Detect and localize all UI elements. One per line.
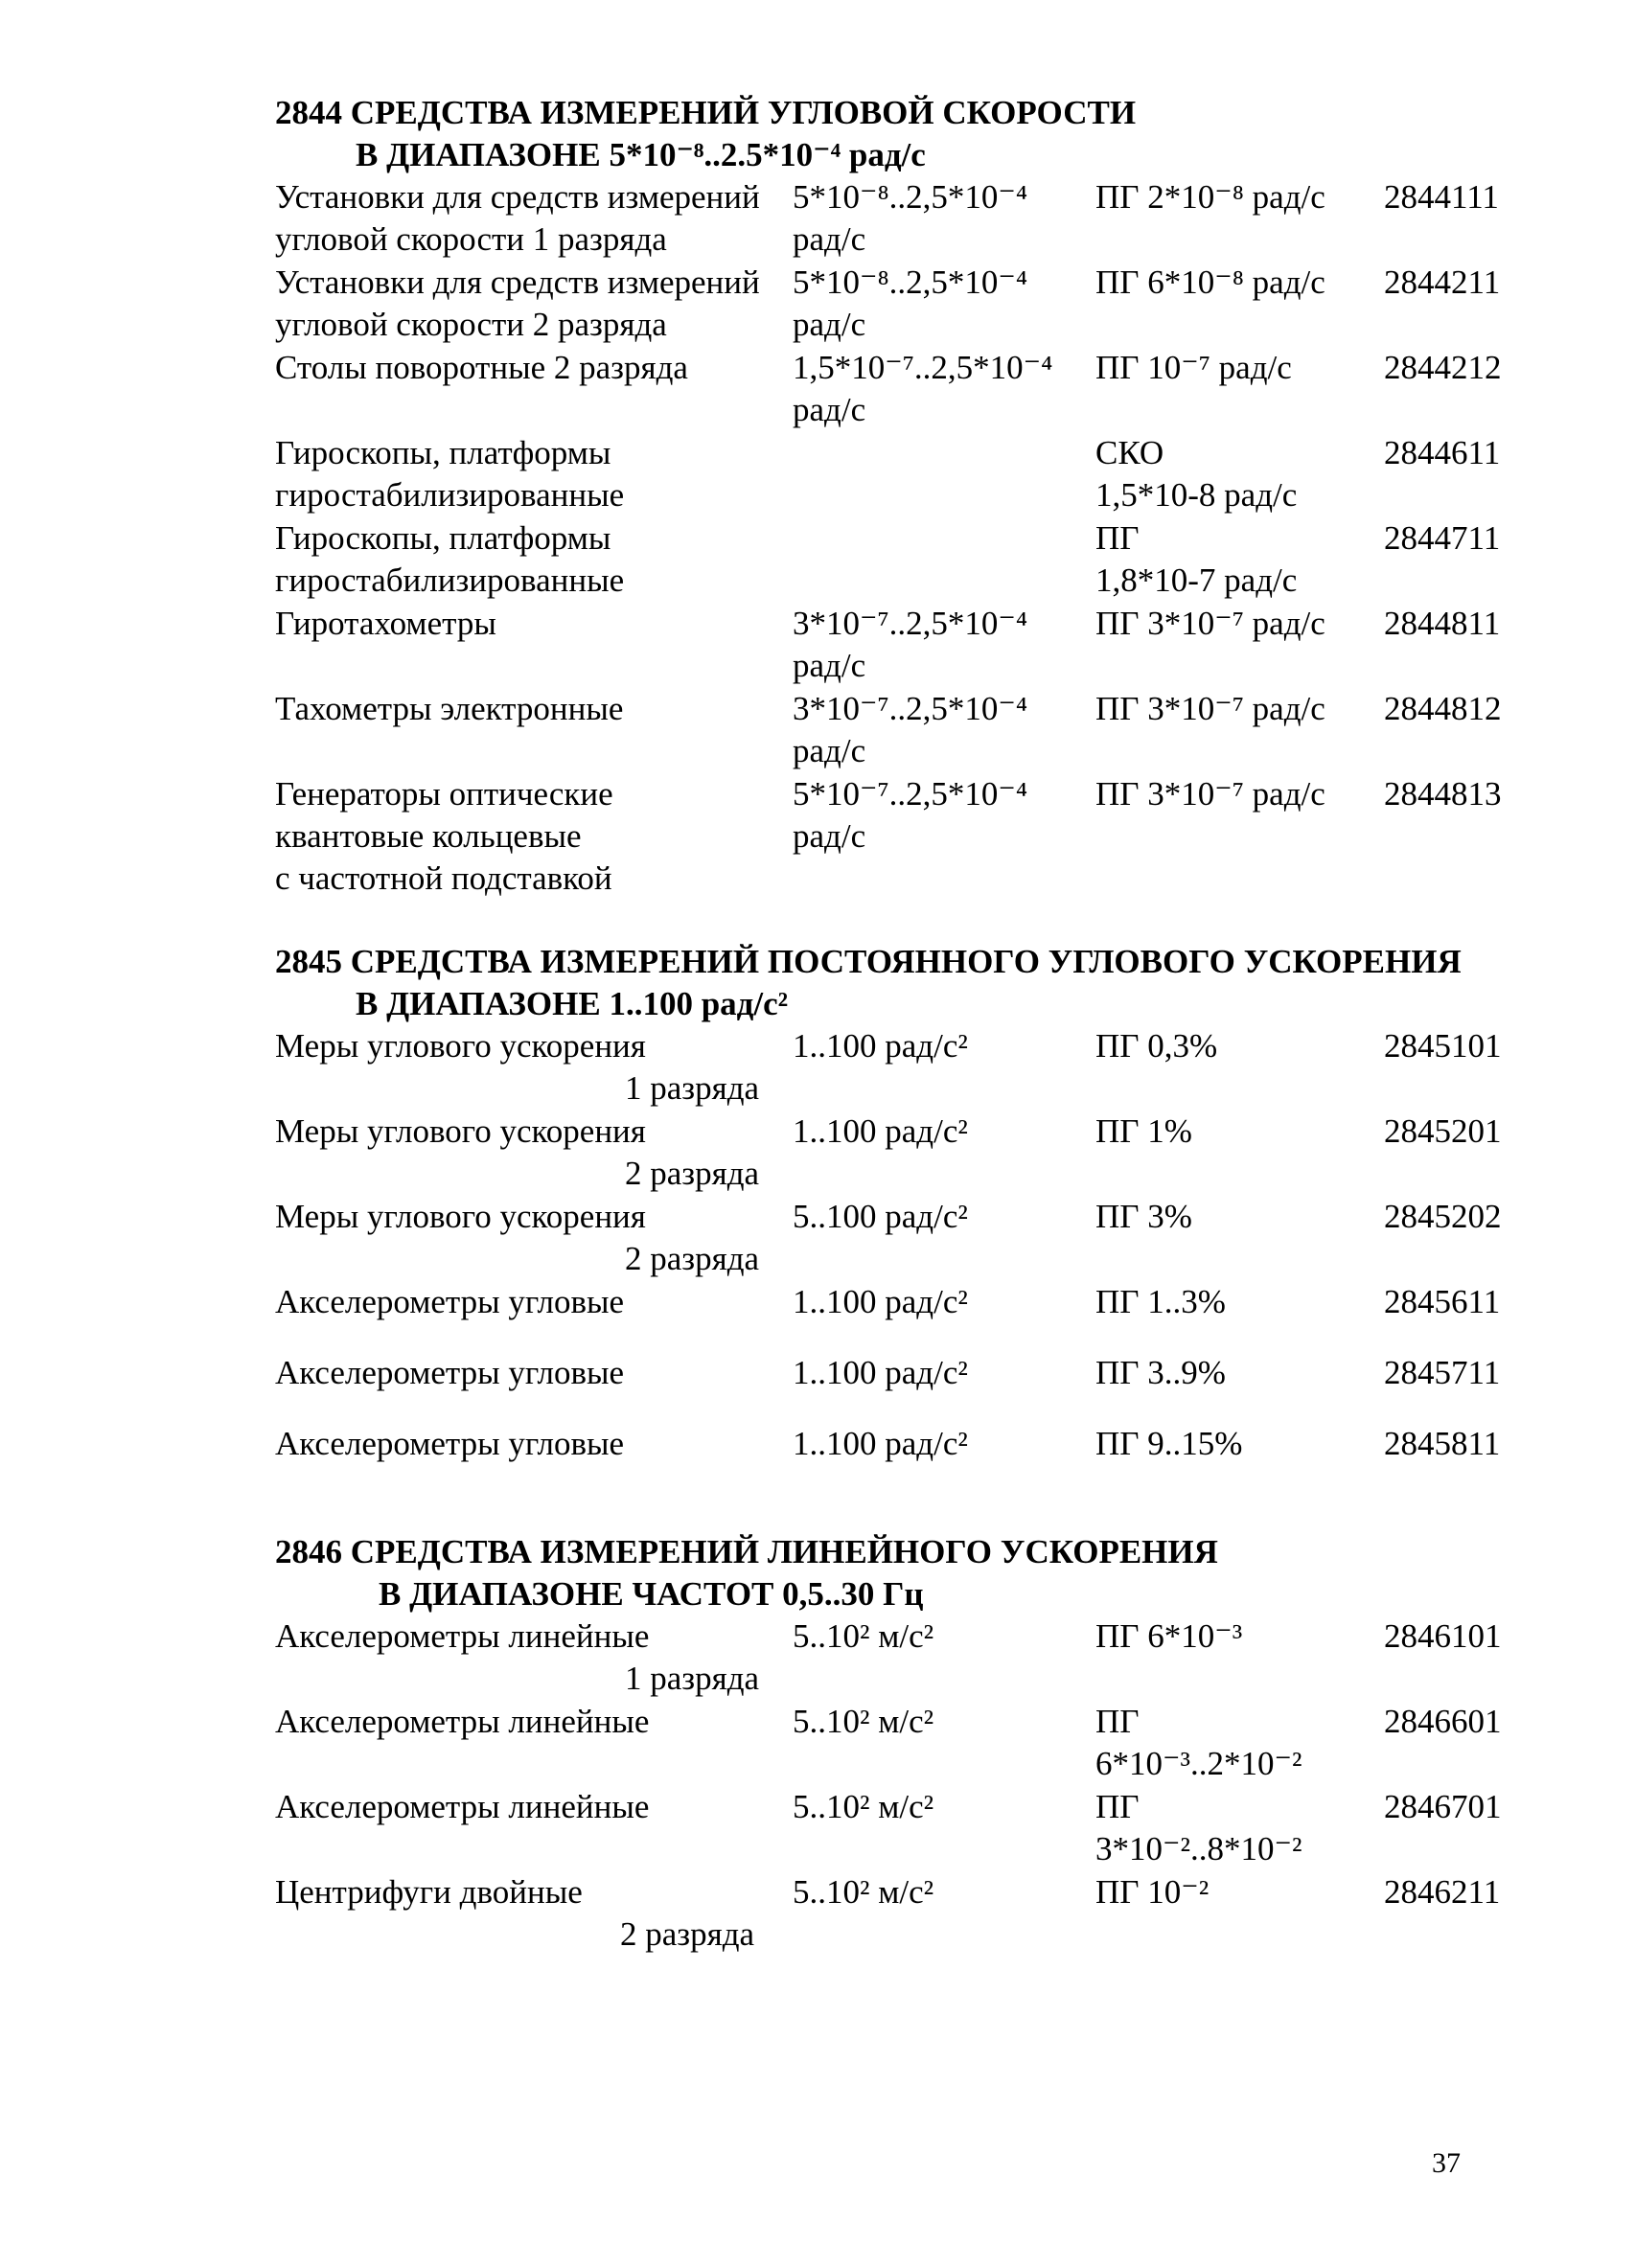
item-name-3: с частотной подставкой (275, 859, 612, 897)
item-name-2: 2 разряда (625, 1155, 760, 1192)
heading-line-2: В ДИАПАЗОНЕ 5*10⁻⁸..2.5*10⁻⁴ рад/с (356, 136, 926, 173)
item-name: Акселерометры линейные (275, 1703, 650, 1740)
item-code: 2846701 (1384, 1788, 1502, 1825)
item-code: 2845201 (1384, 1112, 1502, 1150)
item-code: 2844211 (1384, 263, 1501, 301)
item-code: 2846101 (1384, 1617, 1502, 1655)
item-code: 2844711 (1384, 519, 1501, 557)
item-accuracy: СКО (1095, 434, 1164, 471)
item-name: Акселерометры линейные (275, 1788, 650, 1825)
table-row (275, 1701, 1540, 1786)
item-accuracy-2: 6*10⁻³..2*10⁻² (1095, 1745, 1302, 1782)
table-row (275, 176, 1540, 262)
table-row (275, 347, 1540, 432)
item-name: Гироскопы, платформы (275, 519, 611, 557)
item-name: Установки для средств измерений (275, 178, 760, 216)
item-name: Гиротахометры (275, 605, 496, 642)
table-row (275, 1423, 1540, 1494)
heading-line-2: В ДИАПАЗОНЕ ЧАСТОТ 0,5..30 Гц (379, 1575, 924, 1613)
item-range-2: рад/с (793, 732, 866, 769)
table-row (275, 603, 1540, 688)
item-range: 5..10² м/с² (793, 1703, 934, 1740)
table-row (275, 1281, 1540, 1352)
item-range: 1..100 рад/с² (793, 1425, 968, 1462)
table-row (275, 517, 1540, 603)
item-accuracy: ПГ 6*10⁻⁸ рад/с (1095, 263, 1325, 301)
item-range: 5..100 рад/с² (793, 1198, 968, 1235)
item-code: 2844212 (1384, 349, 1502, 386)
item-name-2: угловой скорости 1 разряда (275, 220, 667, 258)
item-range: 5*10⁻⁸..2,5*10⁻⁴ (793, 263, 1028, 301)
item-code: 2844812 (1384, 690, 1502, 727)
item-accuracy: ПГ 10⁻² (1095, 1873, 1210, 1911)
item-accuracy: ПГ (1095, 519, 1140, 557)
item-name-2: квантовые кольцевые (275, 817, 582, 855)
item-name: Столы поворотные 2 разряда (275, 349, 688, 386)
item-name: Акселерометры линейные (275, 1617, 650, 1655)
table-row (275, 688, 1540, 773)
section-heading (275, 92, 1540, 176)
item-code: 2846211 (1384, 1873, 1501, 1911)
item-name: Акселерометры угловые (275, 1425, 625, 1462)
table-row (275, 262, 1540, 347)
heading-line-1: 2846 СРЕДСТВА ИЗМЕРЕНИЙ ЛИНЕЙНОГО УСКОРЕНИЯ (275, 1533, 1218, 1570)
item-name: Тахометры электронные (275, 690, 624, 727)
item-accuracy: ПГ 3*10⁻⁷ рад/с (1095, 690, 1325, 727)
item-name: Установки для средств измерений (275, 263, 760, 301)
item-range-2: рад/с (793, 647, 866, 684)
item-name: Центрифуги двойные (275, 1873, 583, 1911)
item-name-2: 1 разряда (625, 1069, 760, 1107)
item-accuracy: ПГ (1095, 1788, 1140, 1825)
item-name-2: 2 разряда (620, 1915, 755, 1953)
section-heading (275, 941, 1540, 1025)
table-row (275, 1196, 1540, 1281)
page-number: 37 (1432, 2147, 1461, 2179)
item-range: 1..100 рад/с² (793, 1027, 968, 1065)
table-row (275, 1786, 1540, 1871)
item-accuracy: ПГ 2*10⁻⁸ рад/с (1095, 178, 1325, 216)
item-accuracy: ПГ 3% (1095, 1198, 1192, 1235)
section-heading (275, 1531, 1540, 1615)
item-name: Акселерометры угловые (275, 1283, 625, 1320)
table-row (275, 432, 1540, 517)
item-accuracy: ПГ 0,3% (1095, 1027, 1218, 1065)
section-2844 (275, 92, 1540, 900)
item-code: 2844111 (1384, 178, 1499, 216)
item-range: 5..10² м/с² (793, 1788, 934, 1825)
item-range: 1..100 рад/с² (793, 1354, 968, 1391)
item-name: Генераторы оптические (275, 775, 613, 813)
item-code: 2844813 (1384, 775, 1502, 813)
table-row (275, 1871, 1540, 1957)
heading-line-2: В ДИАПАЗОНЕ 1..100 рад/с² (356, 985, 789, 1022)
table-row (275, 1111, 1540, 1196)
item-accuracy: ПГ 3..9% (1095, 1354, 1226, 1391)
item-accuracy: ПГ 6*10⁻³ (1095, 1617, 1243, 1655)
item-accuracy-2: 3*10⁻²..8*10⁻² (1095, 1830, 1302, 1867)
item-range: 1,5*10⁻⁷..2,5*10⁻⁴ (793, 349, 1053, 386)
item-accuracy-2: 1,5*10-8 рад/с (1095, 476, 1298, 514)
item-range: 5..10² м/с² (793, 1617, 934, 1655)
item-code: 2845811 (1384, 1425, 1501, 1462)
item-range-2: рад/с (793, 306, 866, 343)
item-accuracy: ПГ 1% (1095, 1112, 1192, 1150)
item-name-2: гиростабилизированные (275, 561, 625, 599)
item-accuracy: ПГ 10⁻⁷ рад/с (1095, 349, 1292, 386)
item-accuracy: ПГ 9..15% (1095, 1425, 1243, 1462)
item-name-2: гиростабилизированные (275, 476, 625, 514)
item-range: 5*10⁻⁷..2,5*10⁻⁴ (793, 775, 1028, 813)
item-accuracy: ПГ 1..3% (1095, 1283, 1226, 1320)
item-range: 5*10⁻⁸..2,5*10⁻⁴ (793, 178, 1028, 216)
item-accuracy: ПГ 3*10⁻⁷ рад/с (1095, 775, 1325, 813)
item-range: 3*10⁻⁷..2,5*10⁻⁴ (793, 605, 1028, 642)
item-code: 2844611 (1384, 434, 1501, 471)
item-range: 1..100 рад/с² (793, 1112, 968, 1150)
item-name-2: 2 разряда (625, 1240, 760, 1277)
item-code: 2845711 (1384, 1354, 1501, 1391)
item-range-2: рад/с (793, 817, 866, 855)
section-2846 (275, 1531, 1540, 1957)
item-code: 2845101 (1384, 1027, 1502, 1065)
item-code: 2845202 (1384, 1198, 1502, 1235)
item-code: 2846601 (1384, 1703, 1502, 1740)
item-name: Гироскопы, платформы (275, 434, 611, 471)
item-code: 2844811 (1384, 605, 1501, 642)
item-range-2: рад/с (793, 220, 866, 258)
item-range-2: рад/с (793, 391, 866, 428)
item-name: Акселерометры угловые (275, 1354, 625, 1391)
table-row (275, 1615, 1540, 1701)
item-range: 1..100 рад/с² (793, 1283, 968, 1320)
item-code: 2845611 (1384, 1283, 1501, 1320)
section-2845 (275, 941, 1540, 1494)
item-range: 5..10² м/с² (793, 1873, 934, 1911)
item-accuracy: ПГ 3*10⁻⁷ рад/с (1095, 605, 1325, 642)
heading-line-1: 2844 СРЕДСТВА ИЗМЕРЕНИЙ УГЛОВОЙ СКОРОСТИ (275, 94, 1137, 131)
item-accuracy-2: 1,8*10-7 рад/с (1095, 561, 1298, 599)
item-name-2: угловой скорости 2 разряда (275, 306, 667, 343)
item-name-2: 1 разряда (625, 1660, 760, 1697)
item-name: Меры углового ускорения (275, 1027, 646, 1065)
item-range: 3*10⁻⁷..2,5*10⁻⁴ (793, 690, 1028, 727)
table-row (275, 773, 1540, 900)
item-accuracy: ПГ (1095, 1703, 1140, 1740)
table-row (275, 1025, 1540, 1111)
heading-line-1: 2845 СРЕДСТВА ИЗМЕРЕНИЙ ПОСТОЯННОГО УГЛОВОГО УСКОРЕНИЯ (275, 943, 1462, 980)
item-name: Меры углового ускорения (275, 1112, 646, 1150)
table-row (275, 1352, 1540, 1423)
item-name: Меры углового ускорения (275, 1198, 646, 1235)
